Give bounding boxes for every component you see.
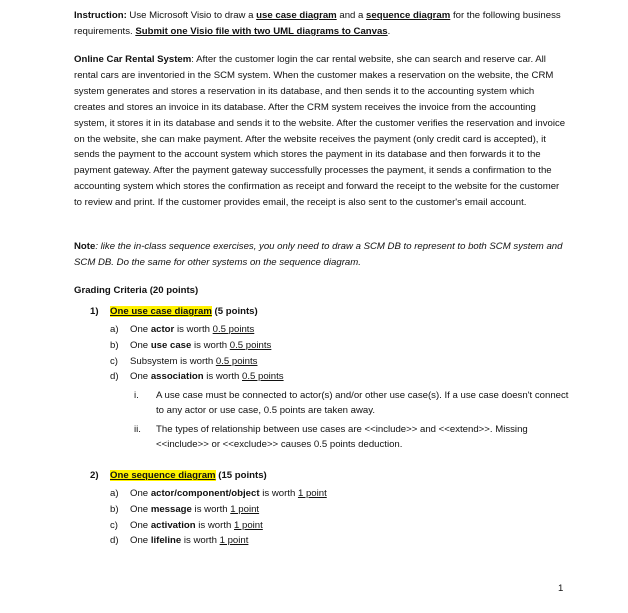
item-points: 0.5 points	[242, 371, 284, 383]
item-points: 1 point	[297, 488, 327, 499]
item-text: is worth	[191, 339, 230, 351]
list-marker: d)	[110, 535, 119, 547]
item-text: is worth	[181, 535, 220, 547]
item-term: activation	[150, 519, 196, 531]
list-marker: b)	[110, 339, 119, 351]
list-item	[110, 369, 580, 385]
item-text: One	[130, 535, 151, 547]
item-term: actor/component/object	[150, 488, 260, 499]
list-item	[110, 518, 580, 534]
section-number: 2)	[90, 470, 99, 481]
submit-instruction: Submit one Visio file with two UML diagrams to Canvas	[135, 25, 388, 37]
list-item	[110, 338, 580, 354]
section-2-heading	[90, 470, 267, 481]
item-points: 1 point	[230, 503, 260, 515]
item-text: Subsystem	[130, 355, 178, 367]
list-marker: a)	[110, 324, 119, 335]
sequence-diagram-term: sequence diagram	[366, 10, 451, 21]
item-text: is worth	[195, 519, 234, 531]
list-marker: d)	[110, 371, 119, 383]
section-1-points: (5 points)	[211, 306, 258, 317]
section-1-heading	[90, 306, 258, 317]
sub-list-item	[130, 422, 570, 453]
section-1-list	[110, 322, 580, 385]
list-item	[110, 533, 580, 549]
list-marker: a)	[110, 488, 119, 499]
section-2-list	[110, 486, 580, 549]
list-item	[110, 502, 580, 518]
grading-title: Grading Criteria (20 points)	[74, 285, 199, 296]
item-text: One	[130, 339, 151, 351]
list-item	[110, 486, 580, 502]
list-marker: c)	[110, 355, 118, 367]
item-points: 0.5 points	[212, 324, 255, 335]
item-text: One	[130, 503, 151, 515]
item-term: association	[150, 371, 204, 383]
item-term: lifeline	[150, 535, 182, 547]
item-text: One	[130, 488, 151, 499]
item-text: One	[130, 324, 151, 335]
sub-item-text: The types of relationship between use cases are <<include>> and <<extend>>. Missing <<include>> or <<exclude>> causes 0.5 points deduction.	[156, 423, 528, 451]
item-text: is worth	[191, 503, 231, 515]
item-points: 1 point	[219, 535, 249, 547]
item-text: is worth	[177, 355, 216, 367]
system-label: Online Car Rental System	[74, 54, 192, 65]
item-term: actor	[150, 324, 175, 335]
item-text: One	[130, 371, 151, 383]
item-text: One	[130, 519, 151, 531]
instruction-text: for the following business requirements.	[74, 10, 561, 37]
item-term: message	[150, 503, 192, 515]
item-points: 0.5 points	[229, 339, 272, 351]
sub-item-text: A use case must be connected to actor(s) and/or other use case(s). If a use case doesn't connect to any actor or use case, 0.5 points are taken away.	[156, 390, 569, 417]
system-description	[74, 52, 566, 211]
instruction-text: .	[387, 25, 391, 37]
association-subitems	[130, 388, 570, 456]
item-text: is worth	[259, 488, 298, 499]
instruction-label: Instruction:	[74, 10, 127, 21]
item-text: is worth	[203, 371, 242, 383]
list-marker: b)	[110, 503, 119, 515]
list-marker: c)	[110, 519, 118, 531]
section-2-title: One sequence diagram	[110, 470, 216, 481]
item-term: use case	[150, 339, 192, 351]
section-number: 1)	[90, 306, 99, 317]
sub-list-item	[130, 388, 570, 419]
page-number: 1	[558, 583, 564, 594]
item-text: is worth	[174, 324, 213, 335]
system-text: : After the customer login the car rental website, she can search and reserve car. All rental cars are inventoried in the SCM system. When the customer makes a reservation on the website, the CRM system generates and stores a reservation in its database, and then sends it to the accounting system which creates and stores an invoice in its database. After the CRM system receives the invoice from the accounting system, it stores it in its database and sends it to the website. After the customer verifies the reservation and invoice on the website, she can make payment. After the website receives the payment (only credit card is accepted), it sends the payment to the account system which stores the payment in its database and then forwards it to the payment gateway. After the payment gateway successfully processes the payment, it sends a confirmation to the accounting system which stores the confirmation as receipt and forward the receipt to the website for the customer to review and print. If the customer provides email, the receipt is also sent to the customer's email account.	[74, 54, 566, 209]
list-marker: i.	[134, 390, 139, 401]
instruction-text: Use Microsoft Visio to draw a	[126, 10, 257, 21]
list-item	[110, 322, 580, 338]
item-points: 0.5 points	[215, 355, 258, 367]
list-item	[110, 354, 580, 370]
note-text: : like the in-class sequence exercises, you only need to draw a SCM DB to represent to both SCM system and SCM DB. Do the same for other systems on the sequence diagram.	[74, 241, 563, 268]
instruction-paragraph	[74, 8, 566, 40]
note-paragraph	[74, 239, 566, 271]
list-marker: ii.	[134, 423, 141, 435]
use-case-diagram-term: use case diagram	[256, 10, 337, 21]
section-2-points: (15 points)	[215, 470, 267, 481]
section-1-title: One use case diagram	[110, 306, 212, 317]
instruction-text: and a	[336, 10, 367, 21]
note-label: Note	[74, 241, 96, 252]
item-points: 1 point	[234, 519, 263, 531]
